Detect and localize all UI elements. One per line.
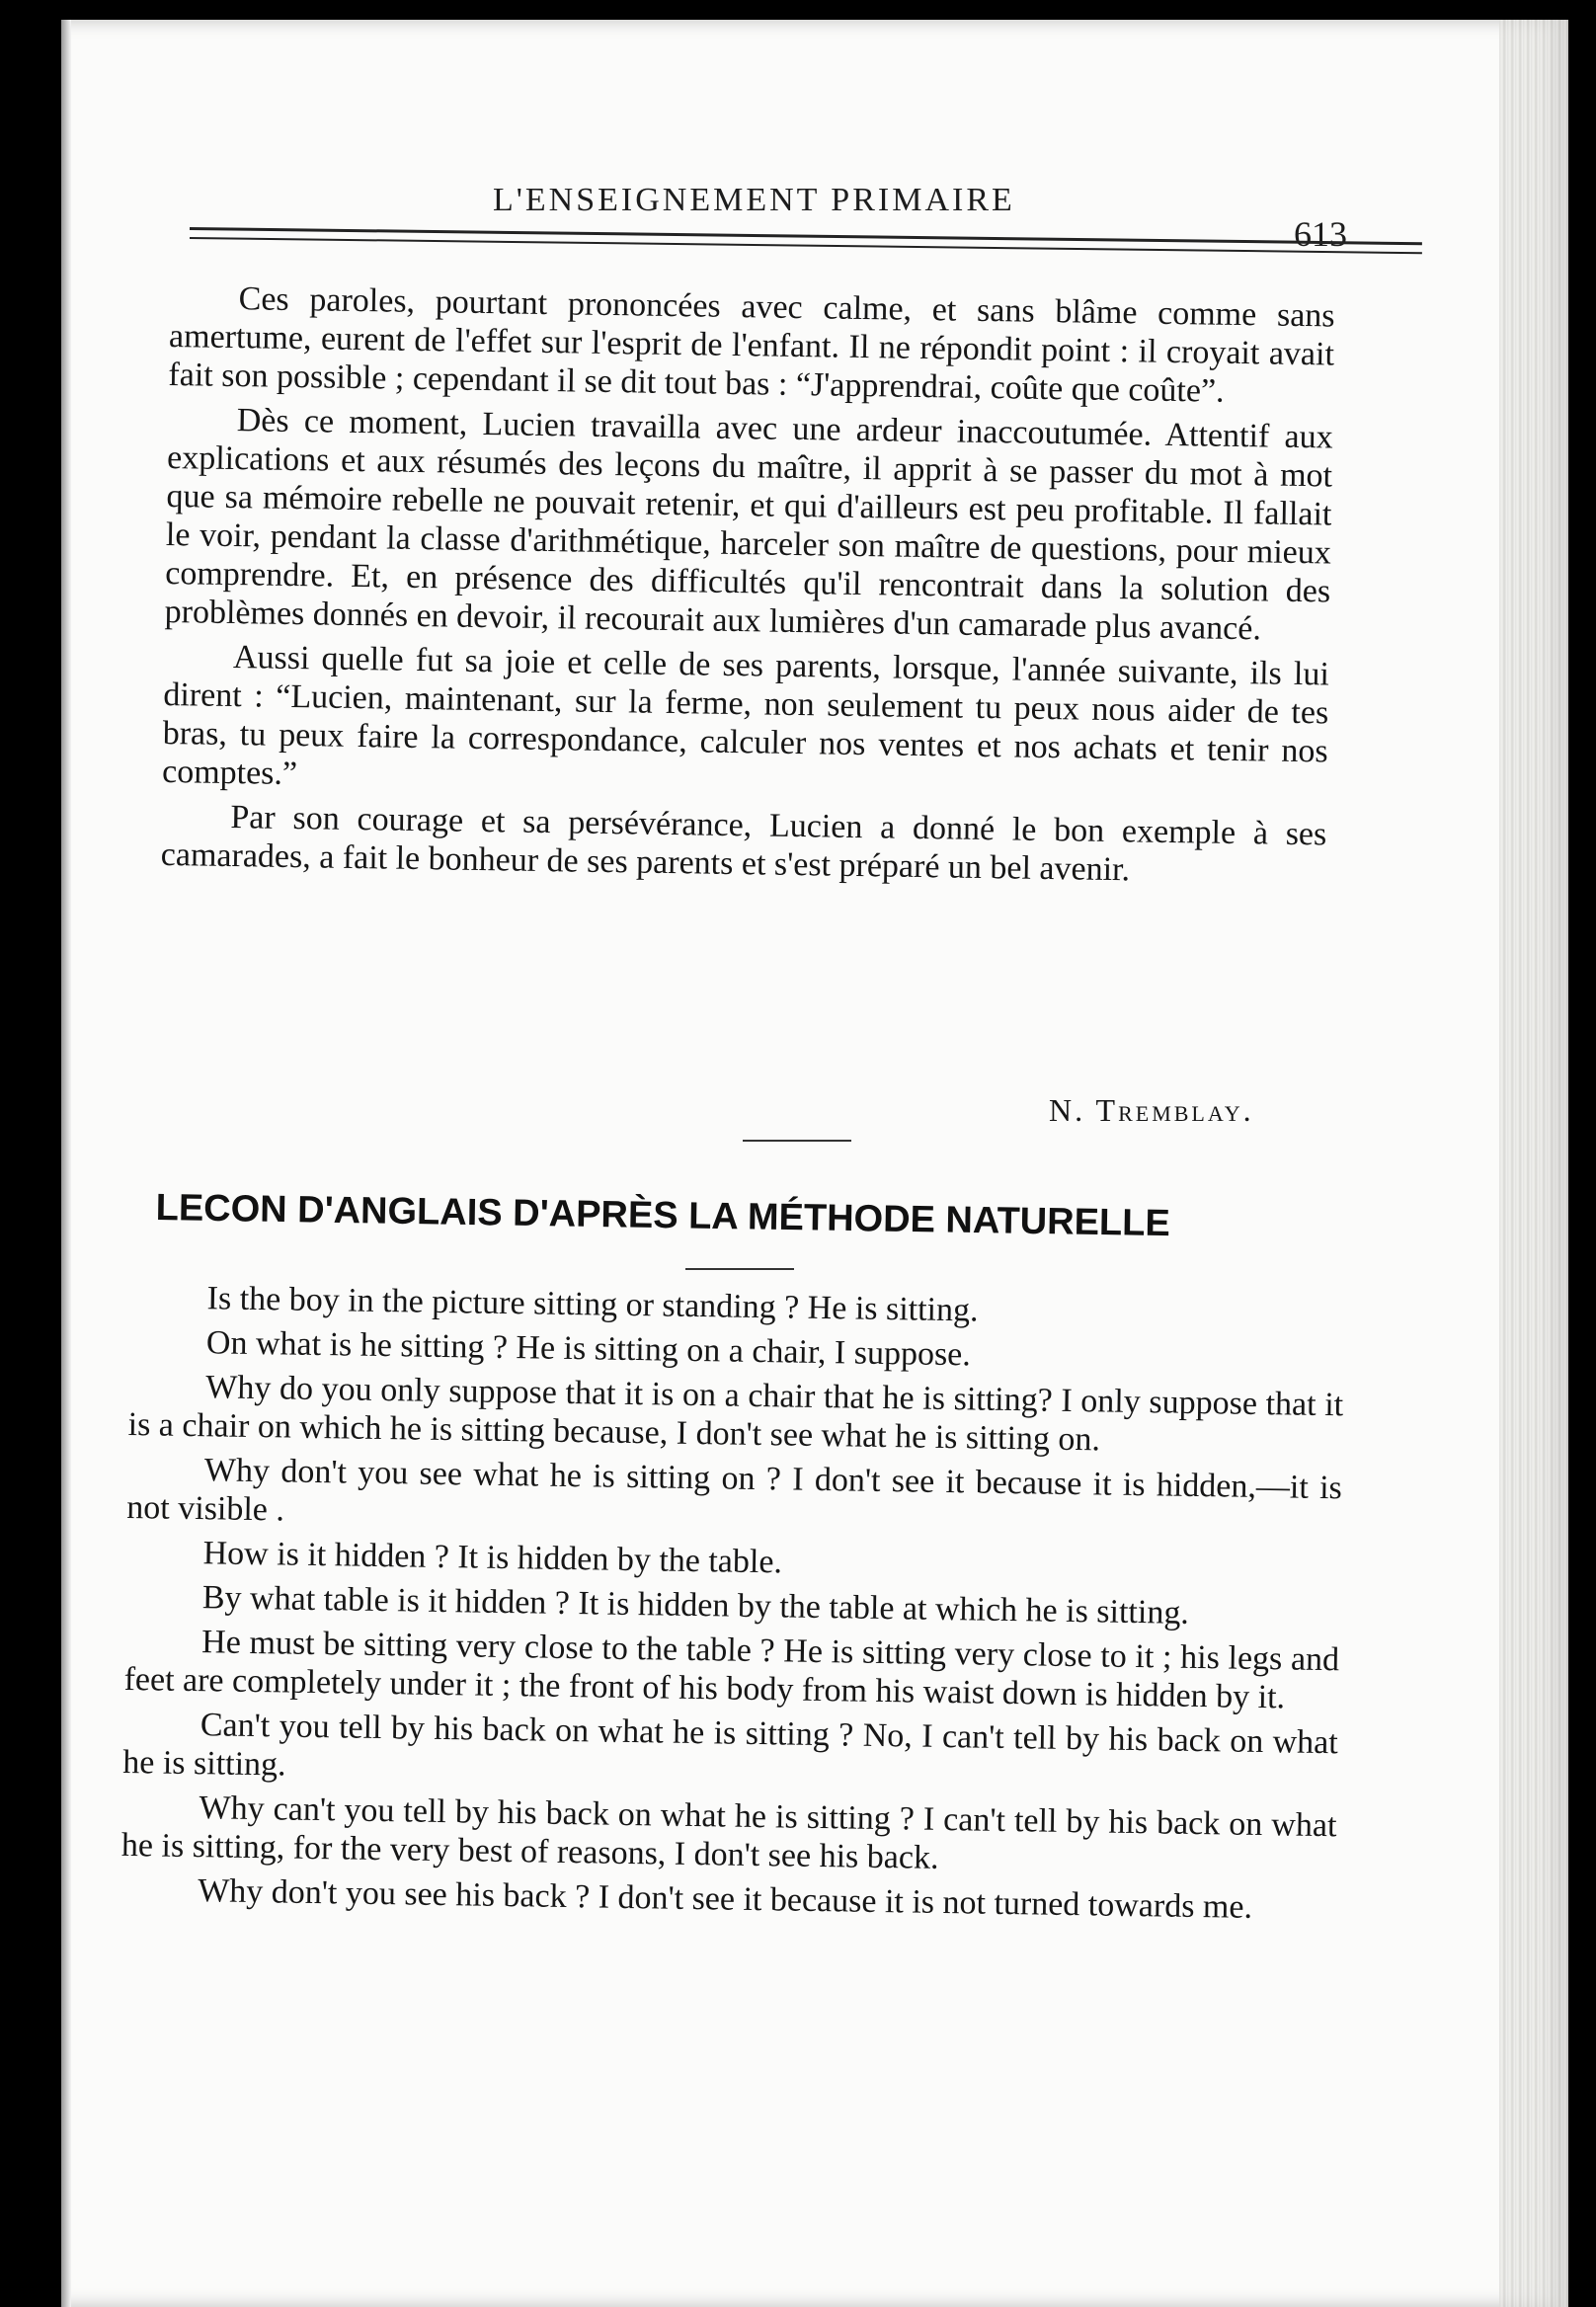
lesson-paragraph: By what table is it hidden ? It is hidden by the table at which he is sitting.	[201, 1579, 1190, 1631]
section-divider	[743, 1140, 851, 1142]
story-paragraph: Dès ce moment, Lucien travailla avec une ardeur inaccoutumée. Attentif aux explications et aux résumés des leçons du maître, il apprit à se passer du mot à mot que sa mémoire rebelle ne pouvait retenir, et qui d'ailleurs est peu profitable. Il fallait le voir, pendant la classe d'arithmétique, harceler son maître de questions, pour mieux comprendre. Et, en présence des difficultés qu'il rencontrait dans la solution des problèmes donnés en devoir, il recourait aux lumières d'un camarade plus avancé.	[164, 402, 1333, 648]
lesson-paragraph: Can't you tell by his back on what he is sitting ? No, I can't tell by his back on what he is sitting.	[122, 1707, 1339, 1784]
lesson-heading: LECON D'ANGLAIS D'APRÈS LA MÉTHODE NATURELLE	[155, 1187, 1171, 1245]
running-header	[61, 168, 1568, 254]
lesson-text	[120, 1278, 1345, 1934]
lesson-paragraph: Is the boy in the picture sitting or standing ? He is sitting.	[206, 1280, 979, 1329]
author-signature: N. Tremblay.	[1049, 1092, 1254, 1128]
lesson-paragraph: He must be sitting very close to the table ? He is sitting very close to it ; his legs and feet are completely under it ; the front of his body from his waist down is hidden by it.	[123, 1624, 1340, 1716]
lesson-paragraph: Why can't you tell by his back on what he is sitting ? I can't tell by his back on what he is sitting, for the very best of reasons, I don't see his back.	[120, 1790, 1337, 1876]
heading-underline	[685, 1268, 794, 1270]
book-page	[61, 20, 1568, 2307]
lesson-paragraph: Why don't you see what he is sitting on ? I don't see it because it is hidden,—it is not visible .	[126, 1452, 1343, 1529]
page-edges	[1499, 20, 1568, 2307]
lesson-paragraph: Why don't you see his back ? I don't see it because it is not turned towards me.	[197, 1872, 1253, 1926]
lesson-paragraph: On what is he sitting ? He is sitting on a chair, I suppose.	[205, 1324, 972, 1374]
page-number: 613	[1294, 214, 1347, 254]
story-paragraph: Ces paroles, pourtant prononcées avec calme, et sans blâme comme sans amertume, eurent de l'effet sur l'esprit de l'enfant. Il ne répondit point : il croyait avait fait son possible ; cependant il se dit tout bas : “J'apprendrai, coûte que coûte”.	[168, 280, 1335, 410]
header-rule-top	[190, 227, 1422, 245]
page-gutter	[61, 20, 71, 2307]
story-paragraph: Par son courage et sa persévérance, Lucien a donné le bon exemple à ses camarades, a fait le bonheur de ses parents et s'est préparé un bel avenir.	[160, 799, 1327, 889]
story-paragraph: Aussi quelle fut sa joie et celle de ses parents, lorsque, l'année suivante, ils lui dirent : “Lucien, maintenant, sur la ferme, non seulement tu peux nous aider de tes bras, tu peux faire la correspondance, calculer nos ventes et nos achats et tenir nos comptes.”	[161, 639, 1330, 793]
story-text	[160, 278, 1334, 898]
lesson-paragraph: How is it hidden ? It is hidden by the table.	[202, 1535, 783, 1581]
running-title: L'ENSEIGNEMENT PRIMAIRE	[493, 182, 1015, 218]
lesson-paragraph: Why do you only suppose that it is on a chair that he is sitting? I only suppose that it is a chair on which he is sitting because, I don't see what he is sitting on.	[127, 1369, 1344, 1459]
